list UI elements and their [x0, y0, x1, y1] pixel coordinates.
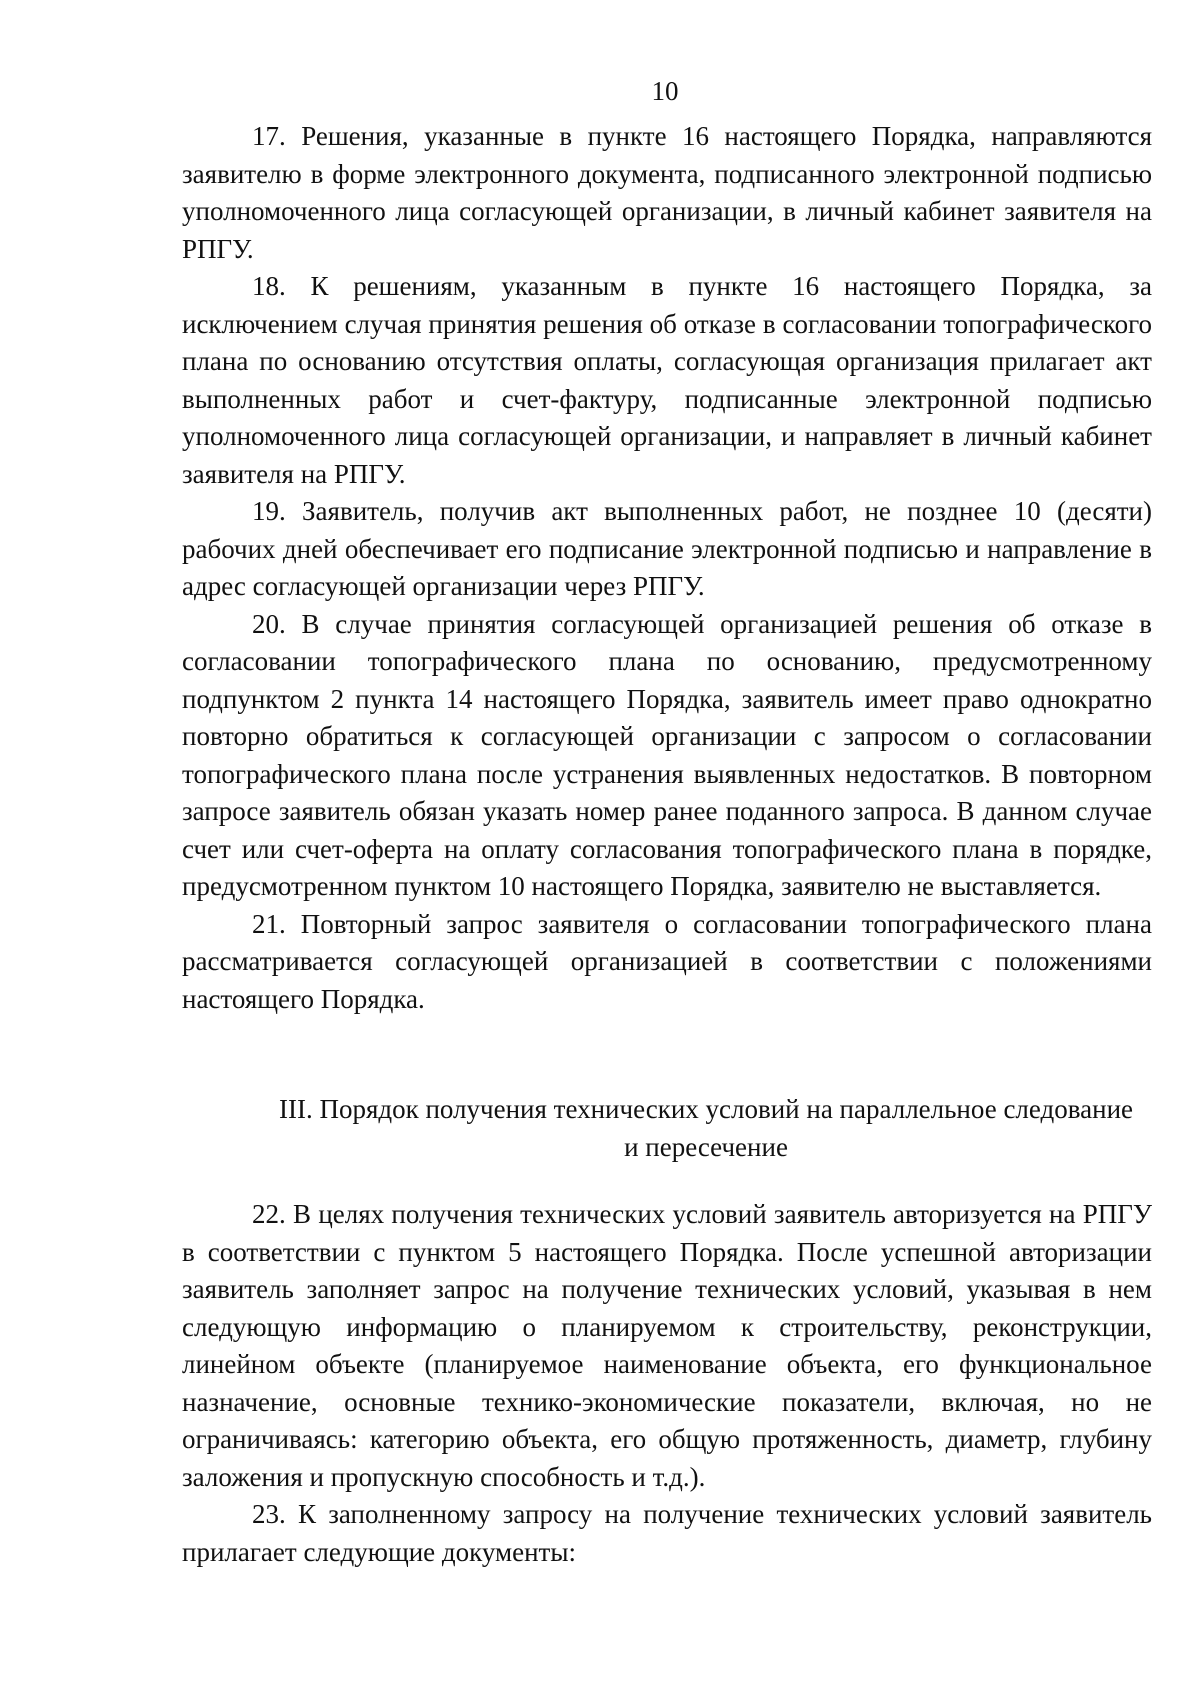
paragraph-23: 23. К заполненному запросу на получение технических условий заявитель прилагает следующие документы: — [182, 1499, 1152, 1567]
paragraph-20: 20. В случае принятия согласующей организацией решения об отказе в согласовании топографического плана по основанию, предусмотренному подпунктом 2 пункта 14 настоящего Порядка, заявитель имеет право однократно повторно обратиться к согласующей организации с запросом о согласовании топографического плана после устранения выявленных недостатков. В повторном запросе заявитель обязан указать номер ранее поданного запроса. В данном случае счет или счет-оферта на оплату согласования топографического плана в порядке, предусмотренном пунктом 10 настоящего Порядка, заявителю не выставляется. — [182, 608, 1152, 901]
section-3-heading-line-1: III. Порядок получения технических условий на параллельное следование — [278, 1094, 1134, 1124]
paragraph-17: 17. Решения, указанные в пункте 16 настоящего Порядка, направляются заявителю в форме электронного документа, подписанного электронной подписью уполномоченного лица согласующей организации, в личный кабинет заявителя на РПГУ. — [182, 121, 1152, 264]
paragraph-21: 21. Повторный запрос заявителя о согласовании топографического плана рассматривается согласующей организацией в соответствии с положениями настоящего Порядка. — [182, 908, 1152, 1014]
section-2-continuation — [182, 118, 1152, 1018]
section-3-body — [182, 1196, 1152, 1571]
paragraph-18: 18. К решениям, указанным в пункте 16 настоящего Порядка, за исключением случая принятия решения об отказе в согласовании топографического плана по основанию отсутствия оплаты, согласующая организация прилагает акт выполненных работ и счет-фактуру, подписанные электронной подписью уполномоченного лица согласующей организации, и направляет в личный кабинет заявителя на РПГУ. — [182, 271, 1152, 489]
page-number: 10 — [651, 76, 679, 106]
section-3-heading — [182, 1090, 1152, 1166]
paragraph-22: 22. В целях получения технических условий заявитель авторизуется на РПГУ в соответствии с пунктом 5 настоящего Порядка. После успешной авторизации заявитель заполняет запрос на получение технических условий, указывая в нем следующую информацию о планируемом к строительству, реконструкции, линейном объекте (планируемое наименование объекта, его функциональное назначение, основные технико-экономические показатели, включая, но не ограничиваясь: категорию объекта, его общую протяженность, диаметр, глубину заложения и пропускную способность и т.д.). — [182, 1199, 1152, 1492]
section-3-heading-line-2: и пересечение — [624, 1132, 788, 1162]
paragraph-19: 19. Заявитель, получив акт выполненных работ, не позднее 10 (десяти) рабочих дней обеспечивает его подписание электронной подписью и направление в адрес согласующей организации через РПГУ. — [182, 496, 1152, 601]
